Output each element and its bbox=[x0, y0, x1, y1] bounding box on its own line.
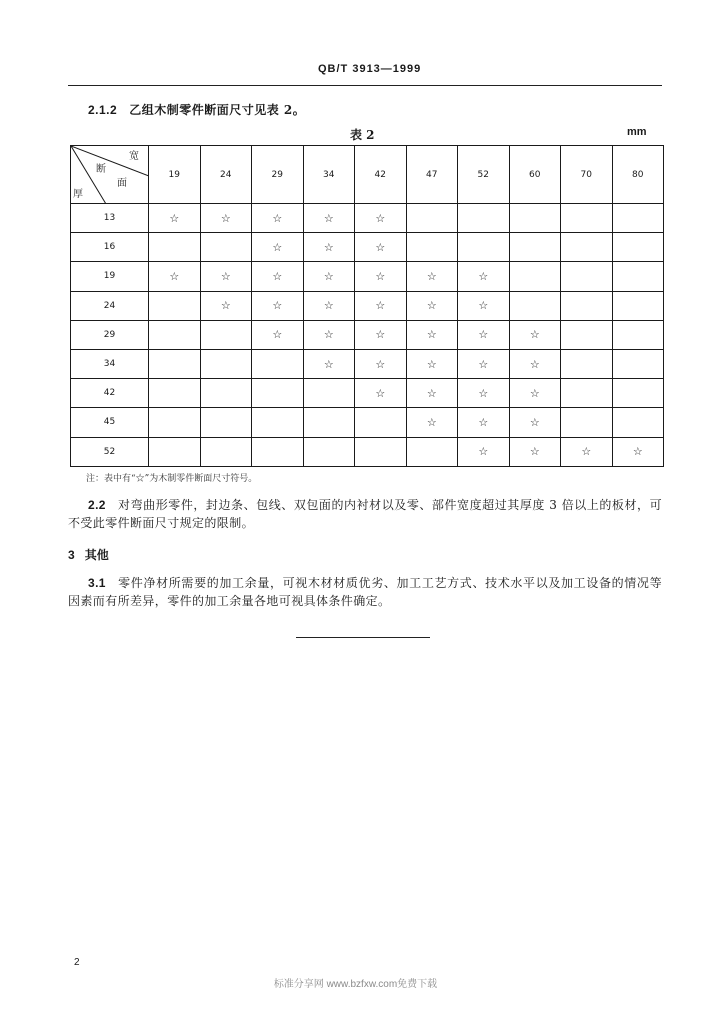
empty-cell bbox=[252, 437, 304, 466]
row-label-thickness: 19 bbox=[71, 262, 149, 291]
clause-text: 对弯曲形零件，封边条、包线、双包面的内衬材以及零、部件宽度超过其厚度 3 倍以上的板材，可不受此零件断面尺寸规定的限制。 bbox=[68, 498, 662, 530]
section-mark-cell: ☆ bbox=[406, 349, 458, 378]
empty-cell bbox=[612, 233, 664, 262]
section-mark-cell: ☆ bbox=[252, 204, 304, 233]
row-label-thickness: 29 bbox=[71, 320, 149, 349]
column-header-width: 80 bbox=[612, 146, 664, 204]
section-mark-cell: ☆ bbox=[303, 204, 355, 233]
clause-number: 3.1 bbox=[88, 576, 106, 590]
row-label-thickness: 16 bbox=[71, 233, 149, 262]
empty-cell bbox=[612, 320, 664, 349]
empty-cell bbox=[406, 437, 458, 466]
row-label-thickness: 42 bbox=[71, 379, 149, 408]
section-mark-cell: ☆ bbox=[458, 291, 510, 320]
empty-cell bbox=[509, 204, 561, 233]
section-mark-cell: ☆ bbox=[303, 262, 355, 291]
empty-cell bbox=[509, 291, 561, 320]
section-mark-cell: ☆ bbox=[303, 291, 355, 320]
empty-cell bbox=[561, 262, 613, 291]
table-row bbox=[71, 379, 664, 408]
corner-label-section-1: 断 bbox=[96, 164, 106, 175]
section-mark-cell: ☆ bbox=[355, 291, 407, 320]
empty-cell bbox=[612, 408, 664, 437]
section-mark-cell: ☆ bbox=[458, 262, 510, 291]
empty-cell bbox=[561, 233, 613, 262]
empty-cell bbox=[612, 349, 664, 378]
empty-cell bbox=[149, 320, 201, 349]
empty-cell bbox=[612, 291, 664, 320]
section-mark-cell: ☆ bbox=[458, 408, 510, 437]
empty-cell bbox=[303, 379, 355, 408]
section-mark-cell: ☆ bbox=[458, 320, 510, 349]
row-label-thickness: 45 bbox=[71, 408, 149, 437]
empty-cell bbox=[149, 233, 201, 262]
section-mark-cell: ☆ bbox=[303, 233, 355, 262]
page-number: 2 bbox=[74, 957, 80, 968]
corner-label-width: 宽 bbox=[129, 151, 139, 162]
row-label-thickness: 13 bbox=[71, 204, 149, 233]
column-header-width: 60 bbox=[509, 146, 561, 204]
section-mark-cell: ☆ bbox=[355, 320, 407, 349]
column-header-width: 52 bbox=[458, 146, 510, 204]
section-mark-cell: ☆ bbox=[355, 204, 407, 233]
section-mark-cell: ☆ bbox=[149, 204, 201, 233]
section-3-heading bbox=[68, 546, 109, 563]
corner-label-thickness: 厚 bbox=[73, 189, 83, 200]
table-note: 注：表中有“☆”为木制零件断面尺寸符号。 bbox=[86, 474, 258, 484]
row-label-thickness: 34 bbox=[71, 349, 149, 378]
section-mark-cell: ☆ bbox=[458, 379, 510, 408]
section-mark-cell: ☆ bbox=[252, 233, 304, 262]
empty-cell bbox=[149, 349, 201, 378]
table-row bbox=[71, 233, 664, 262]
column-header-width: 19 bbox=[149, 146, 201, 204]
section-mark-cell: ☆ bbox=[149, 262, 201, 291]
section-mark-cell: ☆ bbox=[509, 437, 561, 466]
empty-cell bbox=[561, 204, 613, 233]
section-mark-cell: ☆ bbox=[406, 408, 458, 437]
table-row bbox=[71, 408, 664, 437]
section-mark-cell: ☆ bbox=[200, 291, 252, 320]
empty-cell bbox=[200, 437, 252, 466]
column-header-width: 24 bbox=[200, 146, 252, 204]
section-mark-cell: ☆ bbox=[303, 349, 355, 378]
section-mark-cell: ☆ bbox=[355, 349, 407, 378]
standard-code-header: QB/T 3913—1999 bbox=[318, 63, 422, 75]
section-size-table bbox=[70, 145, 664, 467]
empty-cell bbox=[252, 349, 304, 378]
empty-cell bbox=[149, 379, 201, 408]
section-mark-cell: ☆ bbox=[355, 262, 407, 291]
section-mark-cell: ☆ bbox=[509, 408, 561, 437]
row-label-thickness: 52 bbox=[71, 437, 149, 466]
section-mark-cell: ☆ bbox=[252, 291, 304, 320]
empty-cell bbox=[200, 408, 252, 437]
section-mark-cell: ☆ bbox=[406, 320, 458, 349]
table-row bbox=[71, 349, 664, 378]
section-mark-cell: ☆ bbox=[252, 320, 304, 349]
empty-cell bbox=[355, 437, 407, 466]
section-mark-cell: ☆ bbox=[355, 233, 407, 262]
empty-cell bbox=[200, 349, 252, 378]
table-head bbox=[71, 146, 664, 204]
table-body bbox=[71, 204, 664, 467]
empty-cell bbox=[458, 204, 510, 233]
section-number: 3 bbox=[68, 548, 75, 562]
section-mark-cell: ☆ bbox=[200, 204, 252, 233]
section-mark-cell: ☆ bbox=[458, 437, 510, 466]
empty-cell bbox=[303, 437, 355, 466]
clause-3-1 bbox=[68, 574, 662, 610]
table-row bbox=[71, 437, 664, 466]
clause-number: 2.1.2 bbox=[88, 103, 118, 117]
section-mark-cell: ☆ bbox=[406, 262, 458, 291]
end-of-text-rule bbox=[296, 637, 430, 638]
table-caption: 表 2 bbox=[350, 128, 375, 142]
column-header-width: 70 bbox=[561, 146, 613, 204]
empty-cell bbox=[612, 204, 664, 233]
empty-cell bbox=[509, 262, 561, 291]
column-header-width: 47 bbox=[406, 146, 458, 204]
empty-cell bbox=[561, 320, 613, 349]
diagonal-header-cell bbox=[71, 146, 149, 204]
header-rule bbox=[68, 85, 662, 86]
empty-cell bbox=[509, 233, 561, 262]
section-mark-cell: ☆ bbox=[303, 320, 355, 349]
column-header-width: 42 bbox=[355, 146, 407, 204]
empty-cell bbox=[561, 408, 613, 437]
clause-2-1-2 bbox=[88, 101, 305, 118]
empty-cell bbox=[149, 291, 201, 320]
empty-cell bbox=[561, 349, 613, 378]
section-mark-cell: ☆ bbox=[458, 349, 510, 378]
section-mark-cell: ☆ bbox=[509, 320, 561, 349]
section-mark-cell: ☆ bbox=[200, 262, 252, 291]
section-mark-cell: ☆ bbox=[252, 262, 304, 291]
empty-cell bbox=[612, 262, 664, 291]
empty-cell bbox=[200, 233, 252, 262]
footer-watermark: 标准分享网 www.bzfxw.com免费下载 bbox=[273, 979, 438, 990]
section-mark-cell: ☆ bbox=[355, 379, 407, 408]
clause-text: 零件净材所需要的加工余量，可视木材材质优劣、加工工艺方式、技术水平以及加工设备的情况等因素而有所差异，零件的加工余量各地可视具体条件确定。 bbox=[68, 576, 662, 608]
row-label-thickness: 24 bbox=[71, 291, 149, 320]
clause-2-2 bbox=[68, 496, 662, 532]
table-row bbox=[71, 291, 664, 320]
empty-cell bbox=[458, 233, 510, 262]
clause-text: 乙组木制零件断面尺寸见表 2。 bbox=[129, 103, 306, 117]
section-mark-cell: ☆ bbox=[406, 379, 458, 408]
column-header-width: 34 bbox=[303, 146, 355, 204]
table-unit: mm bbox=[627, 126, 647, 138]
empty-cell bbox=[612, 379, 664, 408]
empty-cell bbox=[561, 379, 613, 408]
empty-cell bbox=[303, 408, 355, 437]
section-mark-cell: ☆ bbox=[509, 349, 561, 378]
header-row bbox=[71, 146, 664, 204]
section-mark-cell: ☆ bbox=[406, 291, 458, 320]
section-mark-cell: ☆ bbox=[509, 379, 561, 408]
empty-cell bbox=[355, 408, 407, 437]
corner-label-section-2: 面 bbox=[117, 178, 127, 189]
empty-cell bbox=[252, 408, 304, 437]
column-header-width: 29 bbox=[252, 146, 304, 204]
empty-cell bbox=[200, 379, 252, 408]
empty-cell bbox=[406, 233, 458, 262]
section-mark-cell: ☆ bbox=[612, 437, 664, 466]
table-row bbox=[71, 262, 664, 291]
clause-number: 2.2 bbox=[88, 498, 106, 512]
table-row bbox=[71, 204, 664, 233]
empty-cell bbox=[149, 408, 201, 437]
empty-cell bbox=[561, 291, 613, 320]
table-row bbox=[71, 320, 664, 349]
section-title: 其他 bbox=[84, 548, 109, 562]
empty-cell bbox=[149, 437, 201, 466]
empty-cell bbox=[200, 320, 252, 349]
empty-cell bbox=[252, 379, 304, 408]
section-mark-cell: ☆ bbox=[561, 437, 613, 466]
empty-cell bbox=[406, 204, 458, 233]
